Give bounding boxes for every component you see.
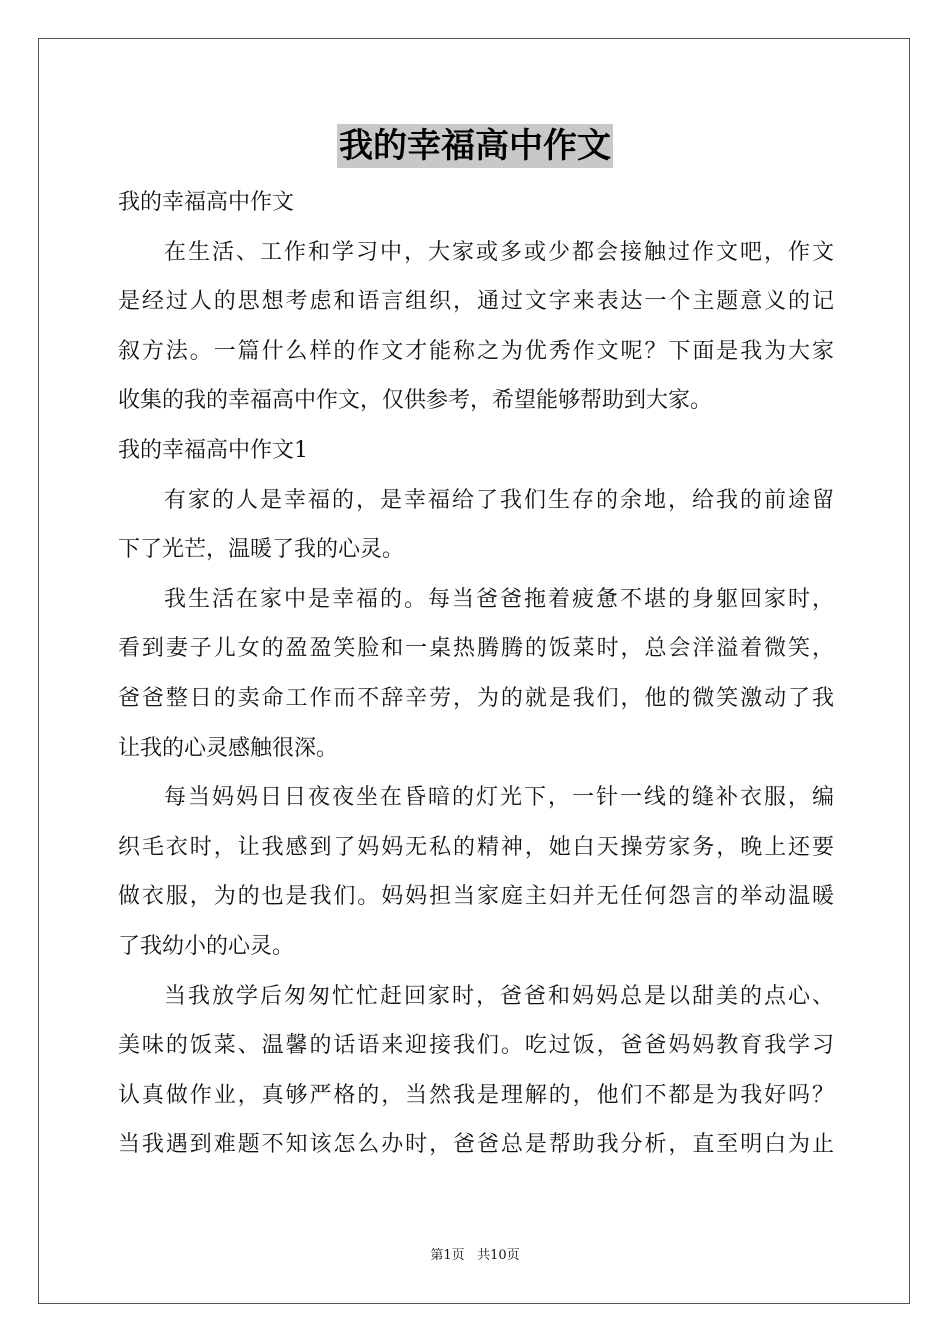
paragraph-line: 让我的心灵感触很深。 <box>118 735 339 761</box>
paragraph-line: 当我遇到难题不知该怎么办时，爸爸总是帮助我分析，直至明白为止 <box>118 1132 834 1158</box>
paragraph-line: 我生活在家中是幸福的。每当爸爸拖着疲惫不堪的身躯回家时， <box>164 586 834 612</box>
paragraph-line: 有家的人是幸福的，是幸福给了我们生存的余地，给我的前途留 <box>164 487 834 513</box>
page-footer <box>0 1246 950 1266</box>
paragraph-line: 爸爸整日的卖命工作而不辞辛劳，为的就是我们，他的微笑激动了我 <box>118 685 834 711</box>
paragraph-line: 美味的饭菜、温馨的话语来迎接我们。吃过饭，爸爸妈妈教育我学习 <box>118 1033 834 1059</box>
paragraph-line: 收集的我的幸福高中作文，仅供参考，希望能够帮助到大家。 <box>118 388 713 414</box>
paragraph-line: 是经过人的思想考虑和语言组织，通过文字来表达一个主题意义的记 <box>118 289 834 315</box>
paragraph-line: 了我幼小的心灵。 <box>118 933 295 959</box>
page-number: 第1页 <box>430 1248 465 1263</box>
paragraph-line: 看到妻子儿女的盈盈笑脸和一桌热腾腾的饭菜时，总会洋溢着微笑， <box>118 636 834 662</box>
paragraph-line: 在生活、工作和学习中，大家或多或少都会接触过作文吧，作文 <box>164 239 834 265</box>
document-subtitle: 我的幸福高中作文 <box>118 190 295 215</box>
paragraph-line: 下了光芒，温暖了我的心灵。 <box>118 537 405 563</box>
paragraph-3 <box>118 773 834 971</box>
paragraph-2 <box>118 575 834 773</box>
intro-paragraph <box>118 228 834 426</box>
paragraph-line: 织毛衣时，让我感到了妈妈无私的精神，她白天操劳家务，晚上还要 <box>118 834 834 860</box>
document-body <box>118 178 834 1170</box>
page-total: 共10页 <box>477 1248 520 1263</box>
paragraph-line: 做衣服，为的也是我们。妈妈担当家庭主妇并无任何怨言的举动温暖 <box>118 884 834 910</box>
paragraph-line: 当我放学后匆匆忙忙赶回家时，爸爸和妈妈总是以甜美的点心、 <box>164 983 834 1009</box>
title-container <box>0 124 950 168</box>
paragraph-4 <box>118 972 834 1170</box>
paragraph-line: 每当妈妈日日夜夜坐在昏暗的灯光下，一针一线的缝补衣服，编 <box>164 785 834 811</box>
paragraph-line: 叙方法。一篇什么样的作文才能称之为优秀作文呢？下面是我为大家 <box>118 338 834 364</box>
document-title: 我的幸福高中作文 <box>339 126 611 166</box>
paragraph-line: 认真做作业，真够严格的，当然我是理解的，他们不都是为我好吗？ <box>118 1082 834 1108</box>
section-heading: 我的幸福高中作文1 <box>118 437 308 463</box>
paragraph-1 <box>118 476 834 575</box>
